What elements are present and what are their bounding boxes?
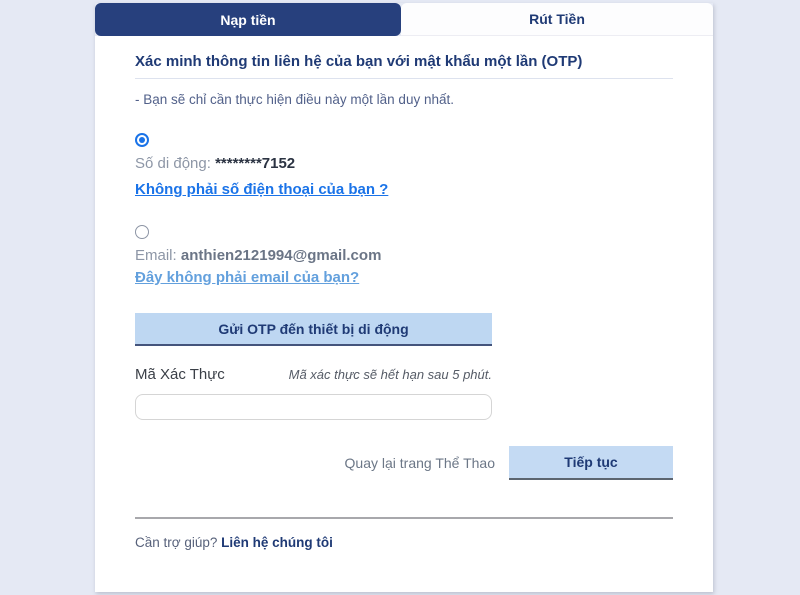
otp-verification-card xyxy=(95,3,713,592)
phone-radio-icon[interactable] xyxy=(135,133,149,147)
tab-bar xyxy=(95,3,713,36)
not-your-phone-link[interactable]: Không phải số điện thoại của bạn ? xyxy=(135,181,389,198)
phone-label: Số di động: xyxy=(135,155,211,172)
help-text: Cần trợ giúp? xyxy=(135,535,218,550)
page-title: Xác minh thông tin liên hệ của bạn với mật khẩu một lần (OTP) xyxy=(135,53,583,70)
tab-withdraw-label: Rút Tiền xyxy=(529,11,585,27)
email-row xyxy=(135,246,673,265)
code-label: Mã Xác Thực xyxy=(135,366,225,383)
tab-deposit[interactable] xyxy=(95,3,401,36)
continue-button[interactable]: Tiếp tục xyxy=(509,446,673,480)
title-divider xyxy=(135,78,673,79)
send-otp-button[interactable]: Gửi OTP đến thiết bị di động xyxy=(135,313,492,346)
phone-row xyxy=(135,154,673,173)
email-radio-icon[interactable] xyxy=(135,225,149,239)
tab-deposit-label: Nạp tiền xyxy=(220,11,276,28)
subtitle-note: - Bạn sẽ chỉ cần thực hiện điều này một lần duy nhất. xyxy=(135,92,454,107)
not-your-email-link[interactable]: Đây không phải email của bạn? xyxy=(135,269,360,286)
code-label-row xyxy=(135,366,492,383)
contact-us-link[interactable]: Liên hệ chúng tôi xyxy=(221,535,333,550)
code-expiry-note: Mã xác thực sẽ hết hạn sau 5 phút. xyxy=(288,367,492,382)
phone-value: ********7152 xyxy=(215,155,296,172)
bottom-divider xyxy=(135,517,673,519)
verification-code-input[interactable] xyxy=(135,394,492,420)
email-value: anthien2121994@gmail.com xyxy=(180,247,382,264)
card-body xyxy=(95,36,713,592)
email-label: Email: xyxy=(135,247,177,264)
back-to-sports-link[interactable]: Quay lại trang Thể Thao xyxy=(344,455,495,471)
help-row xyxy=(135,534,673,551)
tab-withdraw[interactable] xyxy=(401,3,713,36)
continue-row xyxy=(135,446,673,480)
